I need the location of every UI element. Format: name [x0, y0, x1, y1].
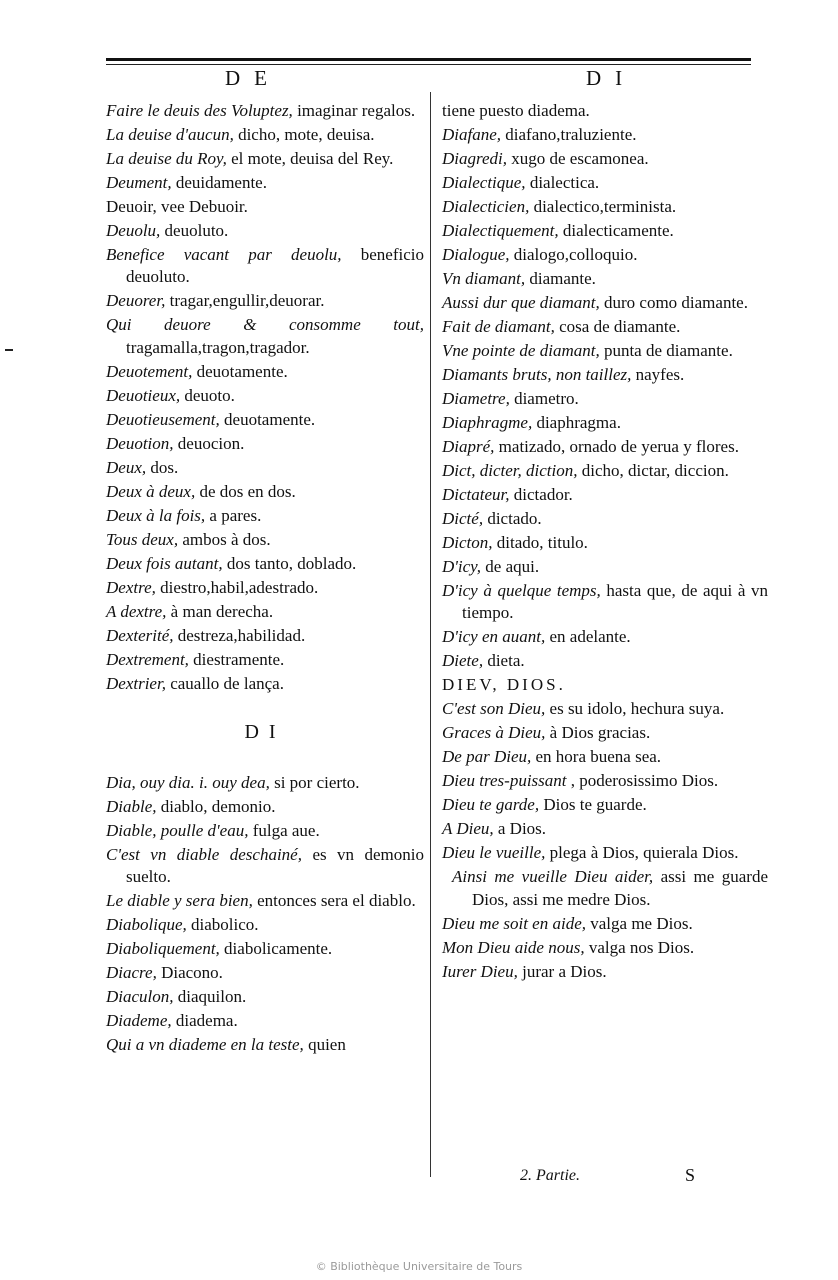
entry-definition: dos tanto, doblado.: [222, 553, 357, 573]
entry-headword: Dextrier,: [106, 673, 166, 693]
dictionary-entry: [442, 961, 768, 983]
entry-headword: Dieu me soit en aide,: [442, 913, 586, 933]
entry-list-de: [106, 100, 424, 695]
dictionary-entry: [106, 986, 424, 1008]
dictionary-entry: [106, 314, 424, 359]
entry-definition: assi me guarde Dios, assi me medre Dios.: [472, 867, 768, 909]
dictionary-entry: [442, 937, 768, 959]
entry-definition: es vn demonio suelto.: [126, 844, 424, 887]
entry-headword: Dia, ouy dia. i. ouy dea,: [106, 772, 270, 792]
section-heading-di: DI: [244, 721, 286, 744]
top-rule: [106, 58, 751, 61]
entry-headword: Diaculon,: [106, 987, 174, 1007]
entry-definition: valga me Dios.: [586, 913, 693, 933]
entry-definition: diafano,traluziente.: [501, 125, 637, 144]
dictionary-entry: [442, 340, 768, 362]
entry-headword: Diametre,: [442, 389, 510, 408]
dictionary-entry: [442, 364, 768, 386]
entry-headword: Le diable y sera bien,: [106, 891, 253, 911]
entry-headword: Mon Dieu aide nous,: [442, 937, 585, 957]
dictionary-entry: [442, 436, 768, 458]
dictionary-entry: [106, 577, 424, 599]
entry-headword: Diagredi,: [442, 149, 508, 168]
entry-definition: dieta.: [483, 651, 525, 671]
left-column: [106, 100, 424, 1058]
dictionary-entry: [442, 148, 768, 170]
entry-definition: à man derecha.: [166, 601, 274, 621]
entry-definition: hasta que, de aqui à vn tiempo.: [462, 581, 769, 623]
entry-headword: Deuotement,: [106, 361, 193, 381]
dictionary-entry: [442, 818, 768, 840]
entry-headword: Dict, dicter, diction,: [442, 461, 578, 480]
dictionary-entry: [442, 292, 768, 314]
entry-headword: Diaphragme,: [442, 413, 533, 432]
entry-headword: Dictateur,: [442, 485, 510, 504]
entry-list-di: [106, 772, 424, 1057]
entry-definition: diadema.: [171, 1011, 238, 1031]
entry-definition: punta de diamante.: [599, 341, 733, 360]
entry-headword: Diacre,: [106, 963, 157, 983]
entry-headword: Diete,: [442, 651, 484, 671]
dictionary-entry: [106, 673, 424, 695]
entry-definition: dicho, mote, deuisa.: [233, 125, 375, 144]
entry-definition: cauallo de lança.: [165, 673, 284, 693]
entry-headword: Dexterité,: [106, 625, 174, 645]
dictionary-entry: [442, 172, 768, 194]
entry-definition: jurar a Dios.: [517, 961, 607, 981]
entry-headword: Diabolique,: [106, 915, 187, 935]
entry-headword: Dieu te garde,: [442, 795, 540, 815]
dictionary-entry: [442, 220, 768, 242]
entry-headword: Ainsi me vueille Dieu aider,: [452, 867, 654, 887]
entry-headword: Dialectiquement,: [442, 221, 559, 240]
right-column: [442, 100, 768, 985]
entry-definition: de aqui.: [481, 557, 540, 576]
dictionary-entry: [106, 172, 424, 194]
dictionary-entry: [442, 100, 768, 122]
entry-definition: en adelante.: [545, 627, 631, 647]
dictionary-entry: [442, 698, 768, 720]
part-label: 2. Partie.: [520, 1167, 580, 1184]
dictionary-entry: [106, 844, 424, 889]
entry-definition: diametro.: [509, 389, 579, 408]
dictionary-entry: [442, 484, 768, 506]
entry-definition: DIEV, DIOS.: [442, 675, 566, 695]
dictionary-entry: [442, 532, 768, 554]
entry-definition: es su idolo, hechura suya.: [545, 699, 725, 719]
dictionary-entry: [106, 601, 424, 623]
entry-headword: D'icy,: [442, 557, 482, 576]
entry-headword: Dieu tres-puissant: [442, 771, 567, 791]
entry-headword: Dialectique,: [442, 173, 526, 192]
entry-headword: Vn diamant,: [442, 269, 526, 288]
entry-headword: Deuotieusement,: [106, 409, 220, 429]
entry-definition: entonces sera el diablo.: [252, 891, 416, 911]
entry-definition: quien: [303, 1035, 346, 1055]
entry-definition: xugo de escamonea.: [507, 149, 649, 168]
entry-definition: diestro,habil,adestrado.: [155, 577, 319, 597]
entry-definition: si por cierto.: [269, 772, 360, 792]
entry-headword: Deuolu,: [106, 221, 161, 240]
entry-headword: C'est vn diable deschainé,: [106, 844, 302, 864]
entry-headword: Dextre,: [106, 577, 156, 597]
dictionary-entry: [106, 220, 424, 242]
entry-headword: Diapré,: [442, 437, 495, 456]
dictionary-entry: [442, 626, 768, 648]
entry-definition: nayfes.: [631, 365, 685, 384]
entry-definition: a pares.: [205, 505, 262, 525]
dictionary-entry: [106, 553, 424, 575]
entry-definition: dialecticamente.: [558, 221, 674, 240]
dictionary-entry: [442, 124, 768, 146]
entry-headword: Vne pointe de diamant,: [442, 341, 600, 360]
dictionary-entry: [106, 1010, 424, 1032]
entry-definition: deuocion.: [173, 433, 245, 453]
dictionary-entry: [106, 938, 424, 960]
dictionary-entry: [442, 770, 768, 792]
copyright-notice: © Bibliothèque Universitaire de Tours: [315, 1260, 523, 1273]
dictionary-entry: [106, 505, 424, 527]
dictionary-entry: [442, 913, 768, 935]
entry-headword: Deux à deux,: [106, 481, 196, 501]
entry-headword: Fait de diamant,: [442, 317, 555, 336]
entry-definition: cosa de diamante.: [554, 317, 681, 336]
dictionary-entry: [442, 460, 768, 482]
entry-definition: diaphragma.: [532, 413, 621, 432]
entry-definition: , poderosissimo Dios.: [566, 771, 719, 791]
entry-headword: La deuise du Roy,: [106, 149, 227, 168]
running-head-left: DE: [225, 66, 281, 90]
dictionary-entry: [106, 124, 424, 146]
dictionary-entry: [106, 100, 424, 122]
entry-definition: deuotamente.: [219, 409, 316, 429]
entry-definition: diestramente.: [188, 649, 285, 669]
entry-headword: Dicton,: [442, 533, 493, 552]
dictionary-entry: [442, 412, 768, 434]
dictionary-entry: [106, 820, 424, 842]
dictionary-entry: [106, 890, 424, 912]
entry-headword: Diable, poulle d'eau,: [106, 820, 249, 840]
entry-headword: Tous deux,: [106, 529, 179, 549]
dictionary-entry: [442, 794, 768, 816]
entry-definition: fulga aue.: [248, 820, 320, 840]
dictionary-entry: [442, 722, 768, 744]
dictionary-entry: [106, 457, 424, 479]
entry-headword: Iurer Dieu,: [442, 961, 518, 981]
dictionary-entry: [106, 244, 424, 289]
entry-headword: Deuotieux,: [106, 385, 181, 405]
entry-definition: ditado, titulo.: [492, 533, 588, 552]
dictionary-entry: [442, 316, 768, 338]
entry-definition: à Dios gracias.: [545, 723, 651, 743]
entry-definition: dialogo,colloquio.: [509, 245, 638, 264]
entry-headword: Dextrement,: [106, 649, 189, 669]
entry-headword: De par Dieu,: [442, 747, 532, 767]
dictionary-entry: [442, 268, 768, 290]
entry-headword: Diamants bruts, non taillez,: [442, 365, 632, 384]
entry-definition: diabolico.: [186, 915, 259, 935]
entry-definition: dicho, dictar, diccion.: [577, 461, 729, 480]
column-divider: [430, 92, 431, 1177]
entry-definition: dos.: [146, 457, 179, 477]
dictionary-entry: [106, 796, 424, 818]
dictionary-entry: [106, 290, 424, 312]
entry-definition: deuoto.: [180, 385, 235, 405]
dictionary-entry: [106, 962, 424, 984]
dictionary-entry: [106, 196, 424, 218]
entry-headword: Deuorer,: [106, 291, 166, 311]
entry-headword: Graces à Dieu,: [442, 723, 546, 743]
entry-definition: Dios te guarde.: [539, 795, 647, 815]
dictionary-entry: [442, 866, 768, 911]
dictionary-entry: [442, 508, 768, 530]
entry-list-di-continued: [442, 100, 768, 983]
entry-headword: Deument,: [106, 173, 172, 192]
entry-definition: beneficio deuoluto.: [126, 245, 424, 287]
dictionary-entry: [106, 772, 424, 794]
dictionary-entry: [442, 746, 768, 768]
entry-definition: tragamalla,tragon,tragador.: [126, 337, 310, 357]
dictionary-entry: [106, 481, 424, 503]
entry-definition: de dos en dos.: [195, 481, 296, 501]
entry-definition: tragar,engullir,deuorar.: [165, 291, 325, 311]
entry-headword: Deux à la fois,: [106, 505, 206, 525]
entry-headword: C'est son Dieu,: [442, 699, 546, 719]
entry-definition: ambos à dos.: [178, 529, 271, 549]
dictionary-entry: [442, 650, 768, 672]
entry-definition: destreza,habilidad.: [173, 625, 306, 645]
entry-definition: el mote, deuisa del Rey.: [226, 149, 394, 168]
entry-definition: valga nos Dios.: [584, 937, 695, 957]
entry-definition: diaquilon.: [173, 987, 247, 1007]
dictionary-entry: [106, 148, 424, 170]
entry-headword: Diable,: [106, 796, 157, 816]
running-head-right: DI: [586, 66, 637, 90]
entry-definition: tiene puesto diadema.: [442, 101, 590, 120]
entry-headword: A dextre,: [106, 601, 167, 621]
entry-headword: D'icy à quelque temps,: [442, 581, 601, 600]
entry-headword: D'icy en auant,: [442, 627, 546, 647]
dictionary-entry: [106, 361, 424, 383]
entry-headword: Dicté,: [442, 509, 484, 528]
entry-definition: Diacono.: [156, 963, 223, 983]
entry-definition: plega à Dios, quierala Dios.: [545, 843, 739, 863]
entry-headword: Dieu le vueille,: [442, 843, 546, 863]
dictionary-entry: [106, 409, 424, 431]
entry-definition: dialectico,terminista.: [529, 197, 677, 216]
dictionary-entry: [442, 674, 768, 696]
entry-headword: A Dieu,: [442, 819, 494, 839]
entry-headword: Dialecticien,: [442, 197, 530, 216]
entry-headword: Qui a vn diademe en la teste,: [106, 1035, 304, 1055]
entry-definition: deuidamente.: [171, 173, 267, 192]
dictionary-entry: [106, 625, 424, 647]
entry-headword: Diafane,: [442, 125, 502, 144]
dictionary-entry: [106, 1034, 424, 1056]
entry-headword: Diaboliquement,: [106, 939, 220, 959]
entry-definition: duro como diamante.: [599, 293, 748, 312]
dictionary-entry: [106, 914, 424, 936]
entry-definition: diabolicamente.: [219, 939, 333, 959]
entry-headword: Diademe,: [106, 1011, 172, 1031]
entry-headword: Qui deuore & consomme tout,: [106, 315, 424, 335]
top-rule-thin: [106, 64, 751, 65]
dictionary-entry: [106, 385, 424, 407]
entry-headword: Faire le deuis des Voluptez,: [106, 101, 293, 120]
entry-definition: deuoluto.: [160, 221, 229, 240]
dictionary-entry: [442, 556, 768, 578]
entry-definition: dictado.: [483, 509, 542, 528]
entry-headword: Dialogue,: [442, 245, 510, 264]
margin-mark: [5, 349, 13, 351]
entry-headword: Deux fois autant,: [106, 553, 223, 573]
entry-definition: a Dios.: [493, 819, 547, 839]
entry-headword: Deuotion,: [106, 433, 174, 453]
entry-definition: matizado, ornado de yerua y flores.: [494, 437, 739, 456]
entry-definition: imaginar regalos.: [292, 101, 416, 120]
dictionary-entry: [442, 580, 768, 625]
entry-headword: Benefice vacant par deuolu,: [106, 245, 342, 264]
dictionary-entry: [442, 842, 768, 864]
dictionary-entry: [442, 196, 768, 218]
dictionary-entry: [106, 649, 424, 671]
dictionary-entry: [442, 388, 768, 410]
entry-headword: La deuise d'aucun,: [106, 125, 234, 144]
dictionary-entry: [106, 529, 424, 551]
entry-definition: dialectica.: [525, 173, 600, 192]
entry-headword: Aussi dur que diamant,: [442, 293, 600, 312]
signature-mark: S: [685, 1165, 696, 1185]
dictionary-entry: [106, 433, 424, 455]
entry-definition: Deuoir, vee Debuoir.: [106, 197, 248, 216]
entry-definition: en hora buena sea.: [531, 747, 662, 767]
entry-headword: Deux,: [106, 457, 147, 477]
entry-definition: diamante.: [525, 269, 596, 288]
entry-definition: dictador.: [509, 485, 573, 504]
entry-definition: diablo, demonio.: [156, 796, 276, 816]
dictionary-entry: [442, 244, 768, 266]
entry-definition: deuotamente.: [192, 361, 288, 381]
